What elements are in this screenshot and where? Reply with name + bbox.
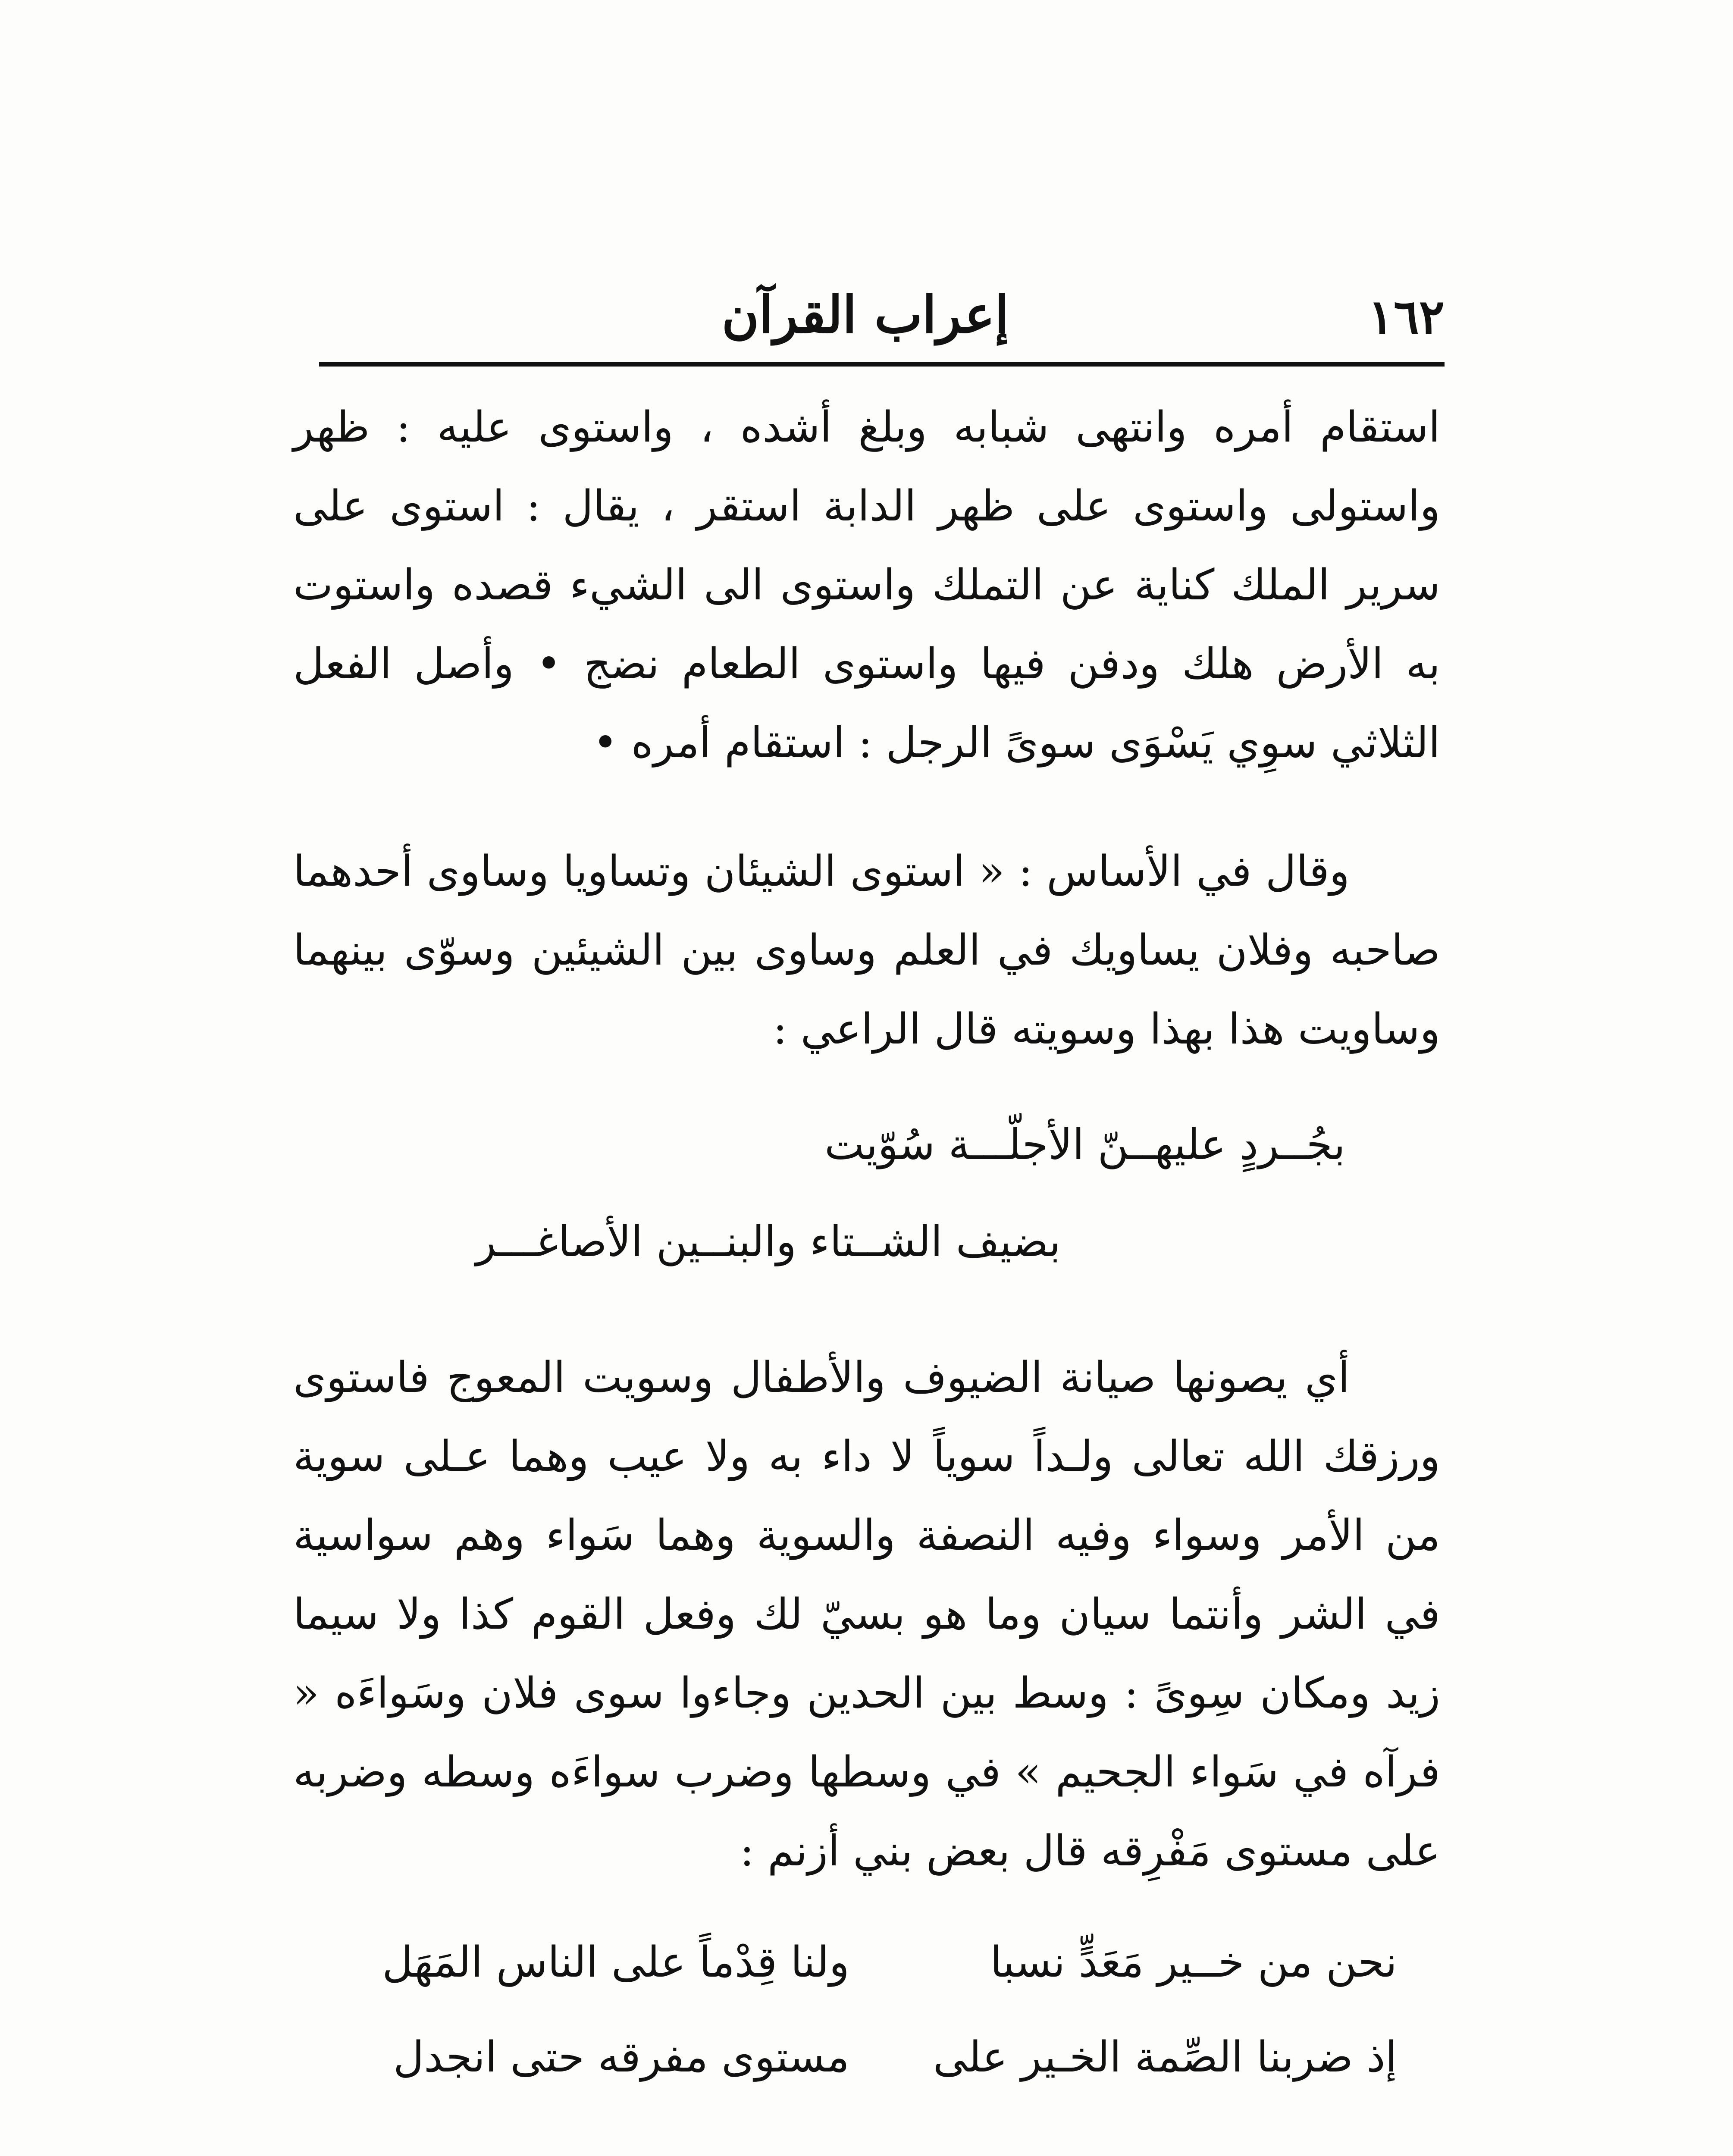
page-number: ١٦٢ — [1368, 289, 1445, 345]
paragraph-3: أي يصونها صيانة الضيوف والأطفال وسويت المعوج فاستوى ورزقك الله تعالى ولـداً سوياً لا داء به ولا عيب وهما عـلى سوية من الأمر وسواء وفيه النصفة والسوية وهما سَواء وهم سواسية في الشر وأنتما سيان وما هو بسيّ لك وفعل القوم كذا ولا سيما زيد ومكان سِوىً : وسط بين الحدين وجاءوا سوى فلان وسَواءَه « فرآه في سَواء الجحيم » في وسطها وضرب سواءَه وسطه وضربه على مستوى مَفْرِقه قال بعض بني أزنم : — [293, 1353, 1440, 1876]
verse-1-line-2 — [293, 1192, 1440, 1289]
verse-2-line-1-left: ولنا قِدْماً على الناس المَهَل — [382, 1938, 849, 1987]
header-rule — [319, 362, 1445, 367]
verse-1-line-1 — [293, 1095, 1440, 1192]
verse-1-line-2-text: بضيف الشــتاء والبنــين الأصاغـــر — [476, 1217, 1061, 1266]
paragraph-4 — [293, 2154, 1440, 2156]
verse-2-line-1 — [293, 1915, 1440, 2009]
page-header — [315, 259, 1445, 358]
page-body — [293, 388, 1440, 2156]
paragraph-1: استقام أمره وانتهى شبابه وبلغ أشده ، واستوى عليه : ظهر واستولى واستوى على ظهر الدابة استقر ، يقال : استوى على سرير الملك كناية عن التملك واستوى الى الشيء قصده واستوت به الأرض هلك ودفن فيها واستوى الطعام نضج • وأصل الفعل الثلاثي سوِي يَسْوَى سوىً الرجل : استقام أمره • — [293, 403, 1440, 768]
running-title: إعراب القرآن — [721, 285, 1009, 345]
verse-2-line-2-left: مستوى مفرقه حتى انجدل — [393, 2033, 849, 2082]
verse-2-line-2 — [293, 2009, 1440, 2104]
verse-1-line-1-text: بجُــردٍ عليهــنّ الأجلّـــة سُوّيت — [824, 1120, 1345, 1169]
verse-2-line-1-right: نحن من خــير مَعَدٍّ نسبا — [990, 1938, 1397, 1987]
paragraph-2: وقال في الأساس : « استوى الشيئان وتساويا وساوى أحدهما صاحبه وفلان يساويك في العلم وساوى بين الشيئين وسوّى بينهما وساويت هذا بهذا وسويته قال الراعي : — [293, 847, 1440, 1054]
verse-2-line-2-right: إذ ضربنا الصِّمة الخـير على — [933, 2033, 1397, 2082]
